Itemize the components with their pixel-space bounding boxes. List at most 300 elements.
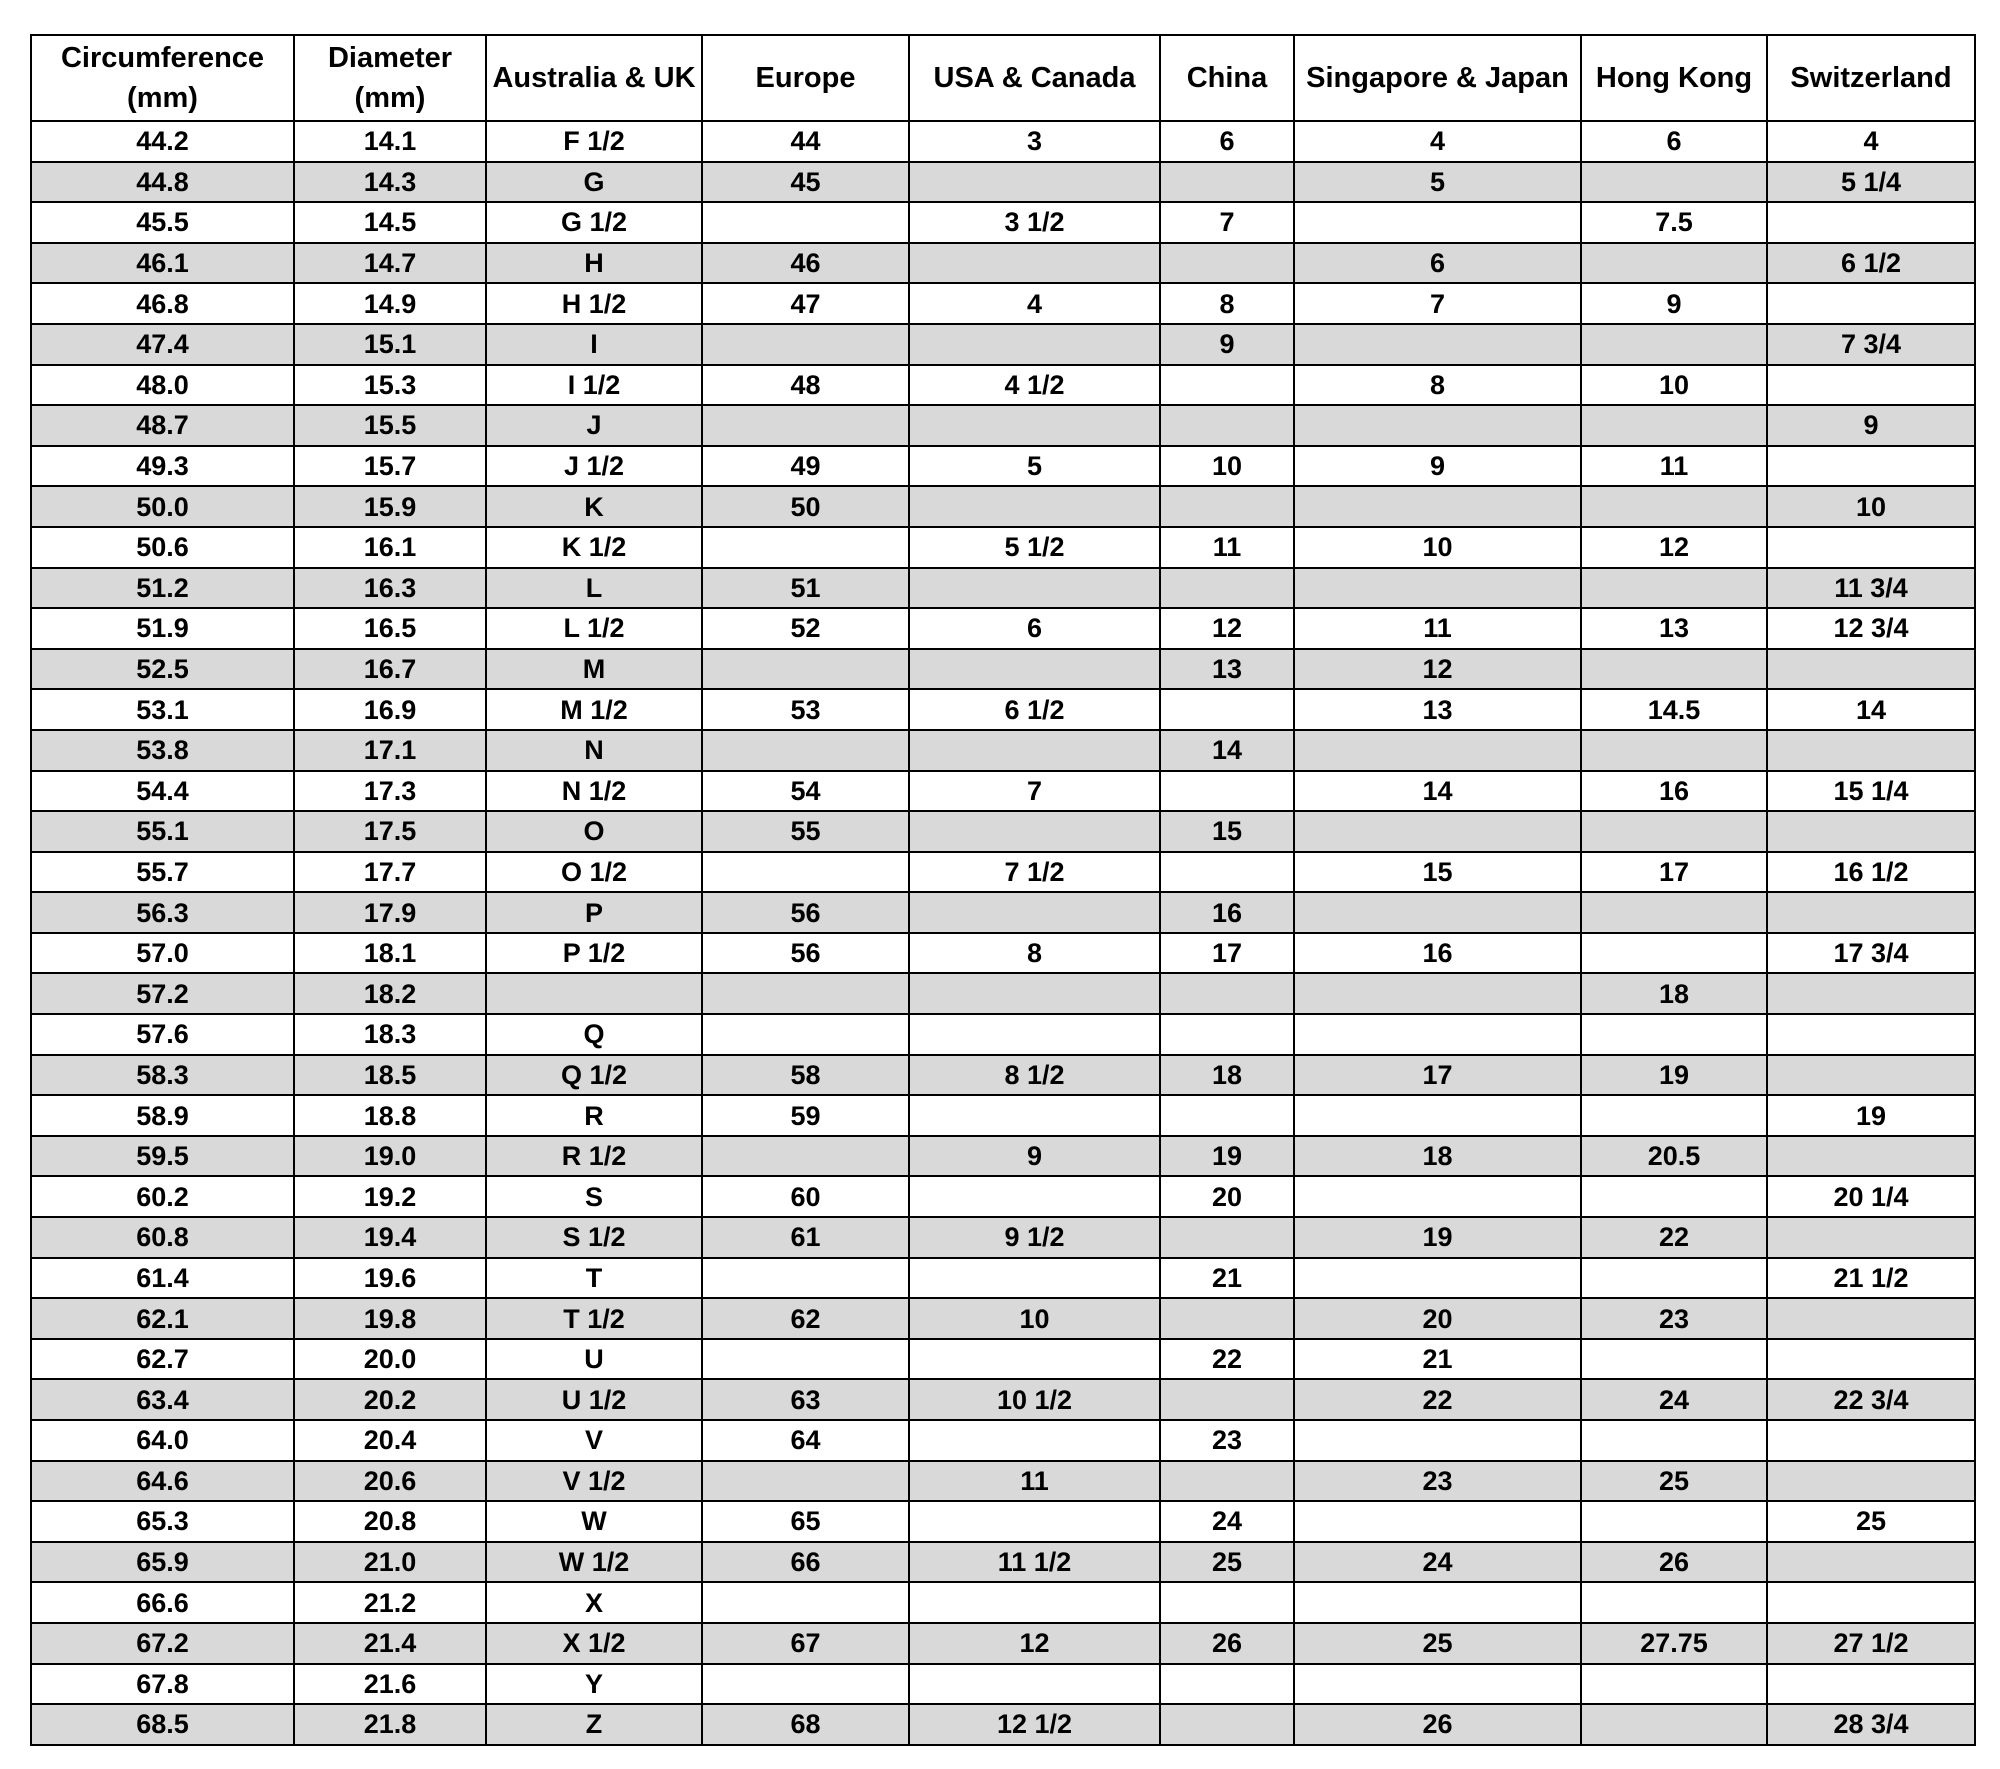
cell-europe: 59 (702, 1095, 909, 1136)
cell-usa-canada (909, 649, 1160, 690)
cell-australia-uk: W 1/2 (486, 1542, 702, 1583)
cell-singapore-japan (1294, 1014, 1581, 1055)
table-row (31, 852, 1975, 893)
cell-hong-kong (1581, 1014, 1767, 1055)
cell-hong-kong (1581, 1420, 1767, 1461)
cell-singapore-japan: 16 (1294, 933, 1581, 974)
cell-europe: 49 (702, 446, 909, 487)
cell-china (1160, 405, 1294, 446)
cell-hong-kong: 22 (1581, 1217, 1767, 1258)
cell-china (1160, 852, 1294, 893)
cell-circumference: 51.9 (31, 608, 294, 649)
cell-singapore-japan (1294, 1095, 1581, 1136)
cell-circumference: 48.7 (31, 405, 294, 446)
cell-australia-uk: M (486, 649, 702, 690)
column-header-label: (mm) (354, 82, 426, 114)
table-row (31, 1258, 1975, 1299)
cell-usa-canada: 6 1/2 (909, 689, 1160, 730)
cell-singapore-japan: 21 (1294, 1339, 1581, 1380)
cell-europe: 67 (702, 1623, 909, 1664)
cell-diameter: 15.5 (294, 405, 486, 446)
cell-switzerland (1767, 202, 1975, 243)
cell-hong-kong (1581, 1704, 1767, 1745)
cell-australia-uk: K 1/2 (486, 527, 702, 568)
table-row (31, 1704, 1975, 1745)
cell-switzerland: 19 (1767, 1095, 1975, 1136)
cell-circumference: 67.2 (31, 1623, 294, 1664)
table-body (31, 121, 1975, 1745)
cell-australia-uk: V 1/2 (486, 1461, 702, 1502)
column-header-label: (mm) (127, 82, 198, 114)
cell-europe (702, 1339, 909, 1380)
cell-diameter: 21.8 (294, 1704, 486, 1745)
cell-singapore-japan (1294, 1501, 1581, 1542)
cell-diameter: 17.9 (294, 892, 486, 933)
cell-usa-canada (909, 973, 1160, 1014)
cell-australia-uk: J (486, 405, 702, 446)
cell-china (1160, 243, 1294, 284)
column-header-label: Europe (755, 62, 856, 94)
cell-australia-uk: S (486, 1176, 702, 1217)
cell-switzerland: 21 1/2 (1767, 1258, 1975, 1299)
cell-china: 24 (1160, 1501, 1294, 1542)
cell-hong-kong (1581, 1582, 1767, 1623)
cell-singapore-japan: 11 (1294, 608, 1581, 649)
cell-diameter: 17.3 (294, 771, 486, 812)
column-header-label: Diameter (327, 42, 453, 74)
cell-hong-kong: 16 (1581, 771, 1767, 812)
table-row (31, 1461, 1975, 1502)
cell-switzerland: 25 (1767, 1501, 1975, 1542)
cell-usa-canada: 7 1/2 (909, 852, 1160, 893)
cell-singapore-japan (1294, 1664, 1581, 1705)
cell-switzerland (1767, 1136, 1975, 1177)
cell-europe: 54 (702, 771, 909, 812)
cell-hong-kong: 27.75 (1581, 1623, 1767, 1664)
table-row (31, 1623, 1975, 1664)
cell-hong-kong: 20.5 (1581, 1136, 1767, 1177)
cell-australia-uk: P (486, 892, 702, 933)
cell-singapore-japan (1294, 1582, 1581, 1623)
cell-singapore-japan (1294, 324, 1581, 365)
cell-singapore-japan: 20 (1294, 1298, 1581, 1339)
cell-usa-canada (909, 1095, 1160, 1136)
cell-diameter: 16.9 (294, 689, 486, 730)
table-row (31, 1055, 1975, 1096)
column-header-australia-uk (486, 35, 702, 121)
cell-circumference: 56.3 (31, 892, 294, 933)
table-row (31, 973, 1975, 1014)
table-row (31, 1664, 1975, 1705)
cell-diameter: 15.1 (294, 324, 486, 365)
cell-europe: 65 (702, 1501, 909, 1542)
cell-diameter: 17.7 (294, 852, 486, 893)
cell-hong-kong: 11 (1581, 446, 1767, 487)
table-row (31, 1379, 1975, 1420)
table-row (31, 568, 1975, 609)
cell-singapore-japan (1294, 1176, 1581, 1217)
cell-diameter: 19.6 (294, 1258, 486, 1299)
cell-singapore-japan: 15 (1294, 852, 1581, 893)
cell-switzerland: 22 3/4 (1767, 1379, 1975, 1420)
cell-usa-canada: 8 (909, 933, 1160, 974)
cell-diameter: 14.1 (294, 121, 486, 162)
cell-circumference: 53.8 (31, 730, 294, 771)
table-row (31, 730, 1975, 771)
cell-hong-kong (1581, 243, 1767, 284)
cell-switzerland: 5 1/4 (1767, 162, 1975, 203)
cell-china (1160, 689, 1294, 730)
cell-usa-canada: 4 1/2 (909, 365, 1160, 406)
cell-diameter: 18.1 (294, 933, 486, 974)
cell-china: 10 (1160, 446, 1294, 487)
cell-singapore-japan (1294, 568, 1581, 609)
column-header-hong-kong (1581, 35, 1767, 121)
cell-diameter: 20.6 (294, 1461, 486, 1502)
cell-circumference: 60.2 (31, 1176, 294, 1217)
cell-china (1160, 486, 1294, 527)
cell-europe: 63 (702, 1379, 909, 1420)
cell-singapore-japan (1294, 1420, 1581, 1461)
cell-switzerland (1767, 365, 1975, 406)
cell-circumference: 50.6 (31, 527, 294, 568)
cell-australia-uk: I (486, 324, 702, 365)
cell-australia-uk: F 1/2 (486, 121, 702, 162)
cell-australia-uk: L 1/2 (486, 608, 702, 649)
cell-hong-kong (1581, 649, 1767, 690)
cell-china: 22 (1160, 1339, 1294, 1380)
column-header-circumference (31, 35, 294, 121)
column-header-label: Circumference (60, 42, 265, 74)
cell-circumference: 51.2 (31, 568, 294, 609)
cell-switzerland (1767, 1217, 1975, 1258)
cell-circumference: 55.7 (31, 852, 294, 893)
cell-europe: 46 (702, 243, 909, 284)
cell-circumference: 64.0 (31, 1420, 294, 1461)
cell-australia-uk: U 1/2 (486, 1379, 702, 1420)
cell-australia-uk: I 1/2 (486, 365, 702, 406)
table-row (31, 121, 1975, 162)
cell-china (1160, 1664, 1294, 1705)
cell-australia-uk: X (486, 1582, 702, 1623)
cell-hong-kong: 6 (1581, 121, 1767, 162)
cell-diameter: 19.0 (294, 1136, 486, 1177)
table-row (31, 1298, 1975, 1339)
cell-china: 15 (1160, 811, 1294, 852)
cell-australia-uk: Z (486, 1704, 702, 1745)
cell-singapore-japan: 8 (1294, 365, 1581, 406)
cell-europe: 51 (702, 568, 909, 609)
column-header-label: Switzerland (1790, 62, 1952, 94)
cell-china (1160, 1014, 1294, 1055)
cell-circumference: 57.0 (31, 933, 294, 974)
cell-china (1160, 1217, 1294, 1258)
cell-circumference: 49.3 (31, 446, 294, 487)
cell-hong-kong (1581, 324, 1767, 365)
cell-diameter: 15.9 (294, 486, 486, 527)
cell-europe: 53 (702, 689, 909, 730)
table-header-row (31, 35, 1975, 121)
cell-singapore-japan: 13 (1294, 689, 1581, 730)
cell-europe: 58 (702, 1055, 909, 1096)
cell-usa-canada (909, 243, 1160, 284)
cell-australia-uk: O 1/2 (486, 852, 702, 893)
table-row (31, 933, 1975, 974)
cell-usa-canada: 4 (909, 283, 1160, 324)
cell-europe (702, 973, 909, 1014)
cell-singapore-japan: 18 (1294, 1136, 1581, 1177)
cell-switzerland: 12 3/4 (1767, 608, 1975, 649)
cell-australia-uk: X 1/2 (486, 1623, 702, 1664)
cell-hong-kong: 9 (1581, 283, 1767, 324)
table-row (31, 1339, 1975, 1380)
cell-hong-kong: 14.5 (1581, 689, 1767, 730)
table-row (31, 1542, 1975, 1583)
table-row (31, 811, 1975, 852)
table-row (31, 892, 1975, 933)
cell-switzerland (1767, 283, 1975, 324)
cell-europe: 66 (702, 1542, 909, 1583)
cell-switzerland: 4 (1767, 121, 1975, 162)
table-row (31, 446, 1975, 487)
cell-switzerland: 27 1/2 (1767, 1623, 1975, 1664)
column-header-diameter (294, 35, 486, 121)
cell-australia-uk: L (486, 568, 702, 609)
cell-singapore-japan: 17 (1294, 1055, 1581, 1096)
table-row (31, 243, 1975, 284)
column-header-switzerland (1767, 35, 1975, 121)
cell-australia-uk: R (486, 1095, 702, 1136)
cell-hong-kong: 12 (1581, 527, 1767, 568)
cell-switzerland (1767, 1339, 1975, 1380)
cell-hong-kong: 23 (1581, 1298, 1767, 1339)
table-row (31, 1095, 1975, 1136)
cell-circumference: 64.6 (31, 1461, 294, 1502)
cell-china: 23 (1160, 1420, 1294, 1461)
cell-diameter: 20.4 (294, 1420, 486, 1461)
cell-china (1160, 162, 1294, 203)
table-row (31, 1136, 1975, 1177)
cell-europe (702, 1664, 909, 1705)
cell-diameter: 18.3 (294, 1014, 486, 1055)
cell-singapore-japan: 6 (1294, 243, 1581, 284)
cell-diameter: 21.2 (294, 1582, 486, 1623)
cell-europe: 68 (702, 1704, 909, 1745)
cell-singapore-japan: 19 (1294, 1217, 1581, 1258)
cell-circumference: 62.1 (31, 1298, 294, 1339)
cell-singapore-japan: 23 (1294, 1461, 1581, 1502)
cell-china: 19 (1160, 1136, 1294, 1177)
cell-australia-uk: G (486, 162, 702, 203)
cell-switzerland (1767, 1298, 1975, 1339)
cell-europe (702, 1014, 909, 1055)
cell-china: 8 (1160, 283, 1294, 324)
cell-hong-kong (1581, 1176, 1767, 1217)
cell-switzerland (1767, 892, 1975, 933)
cell-singapore-japan: 24 (1294, 1542, 1581, 1583)
cell-australia-uk: T (486, 1258, 702, 1299)
cell-usa-canada: 6 (909, 608, 1160, 649)
cell-diameter: 18.2 (294, 973, 486, 1014)
table-row (31, 283, 1975, 324)
cell-usa-canada (909, 1420, 1160, 1461)
cell-china: 6 (1160, 121, 1294, 162)
cell-switzerland (1767, 527, 1975, 568)
cell-europe (702, 1136, 909, 1177)
cell-hong-kong (1581, 1501, 1767, 1542)
cell-diameter: 21.4 (294, 1623, 486, 1664)
cell-singapore-japan: 7 (1294, 283, 1581, 324)
cell-circumference: 50.0 (31, 486, 294, 527)
column-header-singapore-japan (1294, 35, 1581, 121)
cell-circumference: 48.0 (31, 365, 294, 406)
cell-usa-canada: 9 1/2 (909, 1217, 1160, 1258)
cell-singapore-japan (1294, 486, 1581, 527)
cell-hong-kong (1581, 811, 1767, 852)
cell-singapore-japan: 9 (1294, 446, 1581, 487)
cell-hong-kong (1581, 1258, 1767, 1299)
column-header-label: USA & Canada (933, 62, 1136, 94)
cell-switzerland (1767, 1014, 1975, 1055)
cell-switzerland (1767, 811, 1975, 852)
table-row (31, 771, 1975, 812)
cell-china: 17 (1160, 933, 1294, 974)
cell-europe (702, 202, 909, 243)
cell-singapore-japan (1294, 1258, 1581, 1299)
cell-switzerland: 6 1/2 (1767, 243, 1975, 284)
cell-hong-kong (1581, 162, 1767, 203)
cell-hong-kong (1581, 486, 1767, 527)
cell-hong-kong: 25 (1581, 1461, 1767, 1502)
cell-hong-kong (1581, 1095, 1767, 1136)
cell-china: 21 (1160, 1258, 1294, 1299)
table-row (31, 1501, 1975, 1542)
cell-china: 9 (1160, 324, 1294, 365)
cell-singapore-japan: 5 (1294, 162, 1581, 203)
cell-circumference: 46.8 (31, 283, 294, 324)
cell-switzerland: 9 (1767, 405, 1975, 446)
cell-circumference: 60.8 (31, 1217, 294, 1258)
cell-china (1160, 365, 1294, 406)
cell-china: 25 (1160, 1542, 1294, 1583)
column-header-label: Australia & UK (492, 62, 696, 94)
cell-circumference: 53.1 (31, 689, 294, 730)
cell-australia-uk: Q 1/2 (486, 1055, 702, 1096)
cell-hong-kong (1581, 730, 1767, 771)
cell-circumference: 63.4 (31, 1379, 294, 1420)
cell-diameter: 14.7 (294, 243, 486, 284)
cell-diameter: 18.5 (294, 1055, 486, 1096)
cell-switzerland: 20 1/4 (1767, 1176, 1975, 1217)
cell-circumference: 68.5 (31, 1704, 294, 1745)
cell-usa-canada (909, 486, 1160, 527)
cell-europe: 56 (702, 892, 909, 933)
cell-diameter: 17.1 (294, 730, 486, 771)
cell-singapore-japan: 12 (1294, 649, 1581, 690)
cell-diameter: 21.6 (294, 1664, 486, 1705)
cell-diameter: 19.2 (294, 1176, 486, 1217)
cell-china: 7 (1160, 202, 1294, 243)
cell-switzerland (1767, 1461, 1975, 1502)
cell-australia-uk: S 1/2 (486, 1217, 702, 1258)
cell-usa-canada: 10 1/2 (909, 1379, 1160, 1420)
cell-diameter: 16.3 (294, 568, 486, 609)
cell-switzerland: 11 3/4 (1767, 568, 1975, 609)
cell-singapore-japan: 25 (1294, 1623, 1581, 1664)
cell-diameter: 20.0 (294, 1339, 486, 1380)
cell-switzerland: 16 1/2 (1767, 852, 1975, 893)
column-header-label: Hong Kong (1595, 62, 1753, 94)
cell-china (1160, 1461, 1294, 1502)
table-row (31, 1420, 1975, 1461)
cell-diameter: 15.7 (294, 446, 486, 487)
cell-diameter: 14.5 (294, 202, 486, 243)
cell-australia-uk (486, 973, 702, 1014)
cell-europe: 50 (702, 486, 909, 527)
cell-europe (702, 527, 909, 568)
table-row (31, 527, 1975, 568)
cell-circumference: 45.5 (31, 202, 294, 243)
cell-diameter: 15.3 (294, 365, 486, 406)
cell-europe (702, 649, 909, 690)
cell-europe: 61 (702, 1217, 909, 1258)
cell-china (1160, 568, 1294, 609)
cell-australia-uk: N 1/2 (486, 771, 702, 812)
cell-china: 18 (1160, 1055, 1294, 1096)
cell-circumference: 58.3 (31, 1055, 294, 1096)
cell-switzerland: 28 3/4 (1767, 1704, 1975, 1745)
cell-circumference: 52.5 (31, 649, 294, 690)
cell-hong-kong: 17 (1581, 852, 1767, 893)
cell-switzerland (1767, 1542, 1975, 1583)
column-header-europe (702, 35, 909, 121)
cell-europe: 48 (702, 365, 909, 406)
table-row (31, 1217, 1975, 1258)
table-row (31, 324, 1975, 365)
cell-usa-canada (909, 324, 1160, 365)
cell-usa-canada (909, 568, 1160, 609)
cell-usa-canada: 12 (909, 1623, 1160, 1664)
cell-hong-kong: 10 (1581, 365, 1767, 406)
cell-usa-canada (909, 1339, 1160, 1380)
cell-usa-canada (909, 405, 1160, 446)
cell-australia-uk: G 1/2 (486, 202, 702, 243)
cell-europe (702, 405, 909, 446)
table-row (31, 405, 1975, 446)
cell-australia-uk: Y (486, 1664, 702, 1705)
cell-singapore-japan (1294, 811, 1581, 852)
cell-singapore-japan: 14 (1294, 771, 1581, 812)
cell-china: 16 (1160, 892, 1294, 933)
cell-usa-canada (909, 1258, 1160, 1299)
cell-switzerland (1767, 1420, 1975, 1461)
cell-singapore-japan (1294, 202, 1581, 243)
cell-circumference: 62.7 (31, 1339, 294, 1380)
cell-australia-uk: O (486, 811, 702, 852)
cell-australia-uk: H 1/2 (486, 283, 702, 324)
cell-hong-kong (1581, 933, 1767, 974)
cell-australia-uk: H (486, 243, 702, 284)
cell-china (1160, 771, 1294, 812)
cell-circumference: 58.9 (31, 1095, 294, 1136)
cell-china: 26 (1160, 1623, 1294, 1664)
cell-diameter: 18.8 (294, 1095, 486, 1136)
cell-circumference: 66.6 (31, 1582, 294, 1623)
cell-switzerland: 7 3/4 (1767, 324, 1975, 365)
cell-australia-uk: N (486, 730, 702, 771)
cell-singapore-japan: 10 (1294, 527, 1581, 568)
cell-circumference: 44.8 (31, 162, 294, 203)
